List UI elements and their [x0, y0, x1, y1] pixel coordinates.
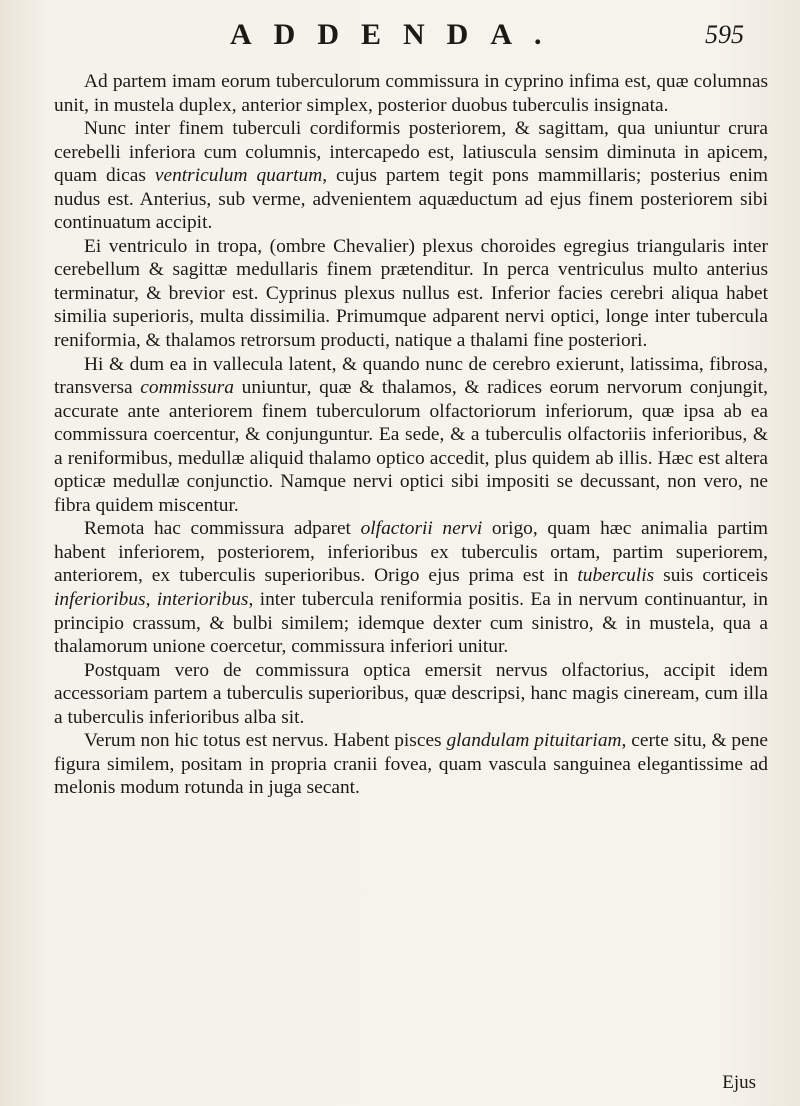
running-head: [0, 18, 800, 58]
text-run: Remota hac commissura adparet: [84, 518, 361, 540]
paragraph: [54, 70, 768, 117]
paragraph: [54, 235, 768, 353]
italic-term: ventriculum quartum: [154, 165, 323, 187]
text-run: Nunc inter finem tuberculi cordiformis posteriorem, & sagittam, qua uniuntur crura cerebelli inferiora cum columnis, intercapedo est, latiuscula sensim diminuta in apicem, quam dicas: [54, 118, 768, 187]
text-run: uniuntur, quæ & thalamos, & radices eorum nervorum conjungit, accurate ante anteriorem finem tuberculorum olfactoriorum inferiorum, quæ ipsa ab ea commissura coercentur, & conjunguntur. Ea sede, & a tuberculis olfactoriis inferioribus, & a reniformibus, medullæ aliquid thalamo optico accedit, plus quidem ab illis. Hæc est altera opticæ medullæ conjunctio. Namque nervi optici sibi impositi se decussant, non vero, ne fibra quidem miscentur.: [54, 377, 768, 516]
catchword: Ejus: [722, 1072, 756, 1093]
page-number: 595: [705, 20, 744, 49]
text-run: origo, quam hæc animalia partim habent inferiorem, posteriorem, inferioribus ex tuberculis ortam, partim superiorem, anteriorem, ex tuberculis superioribus. Origo ejus prima est in: [54, 518, 768, 587]
text-run: suis corticeis: [654, 565, 768, 587]
paragraph: [54, 353, 768, 518]
italic-term: interioribus: [156, 589, 249, 611]
body-text: [54, 70, 768, 800]
running-title: ADDENDA.: [230, 18, 564, 51]
italic-term: olfactorii nervi: [360, 518, 483, 540]
text-run: , certe situ, & pene figura similem, positam in propria cranii fovea, quam vascula sanguinea elegantissime ad melonis modum rotunda in juga secant.: [54, 730, 768, 799]
paragraph: [54, 659, 768, 730]
italic-term: tuberculis: [577, 565, 655, 587]
text-run: , inter tubercula reniformia positis. Ea in nervum continuantur, in principio crassum, & bulbi similem; idemque dexter cum sinistro, & in mustela, qua a thalamorum unione coercetur, commissura inferiori unitur.: [54, 589, 768, 658]
italic-term: commissura: [140, 377, 234, 399]
text-run: Ad partem imam eorum tuberculorum commissura in cyprino infima est, quæ columnas unit, in mustela duplex, anterior simplex, posterior duobus tuberculis insignata.: [54, 71, 768, 116]
paragraph: [54, 117, 768, 235]
text-run: Verum non hic totus est nervus. Habent pisces: [84, 730, 447, 752]
paragraph: [54, 729, 768, 800]
text-run: Postquam vero de commissura optica emersit nervus olfactorius, accipit idem accessoriam partem a tuberculis superioribus, quæ descripsi, hanc magis cineream, cum illa a tuberculis inferioribus alba sit.: [54, 659, 768, 728]
text-run: ,: [145, 589, 157, 611]
paragraph: [54, 517, 768, 658]
text-run: Ei ventriculo in tropa, (ombre Chevalier) plexus choroides egregius triangularis inter cerebellum & sagittæ medullaris finem prætenditur. In perca ventriculus multo anterius terminatur, & brevior est. Cyprinus plexus nullus est. Inferior facies cerebri aliqua habet similia superioris, multa dissimilia. Primumque adparent nervi optici, longe inter tubercula reniformia, & thalamos retrorsum producti, natique a thalami fine posteriori.: [54, 235, 768, 352]
italic-term: inferioribus: [54, 589, 146, 611]
text-run: Hi & dum ea in vallecula latent, & quando nunc de cerebro exierunt, latissima, fibrosa, transversa: [54, 353, 768, 399]
italic-term: glandulam pituitariam: [446, 730, 622, 752]
text-run: , cujus partem tegit pons mammillaris; posterius enim nudus est. Anterius, sub verme, advenientem aquæductum ad ejus finem posteriorem sibi continuatum accipit.: [54, 165, 768, 234]
